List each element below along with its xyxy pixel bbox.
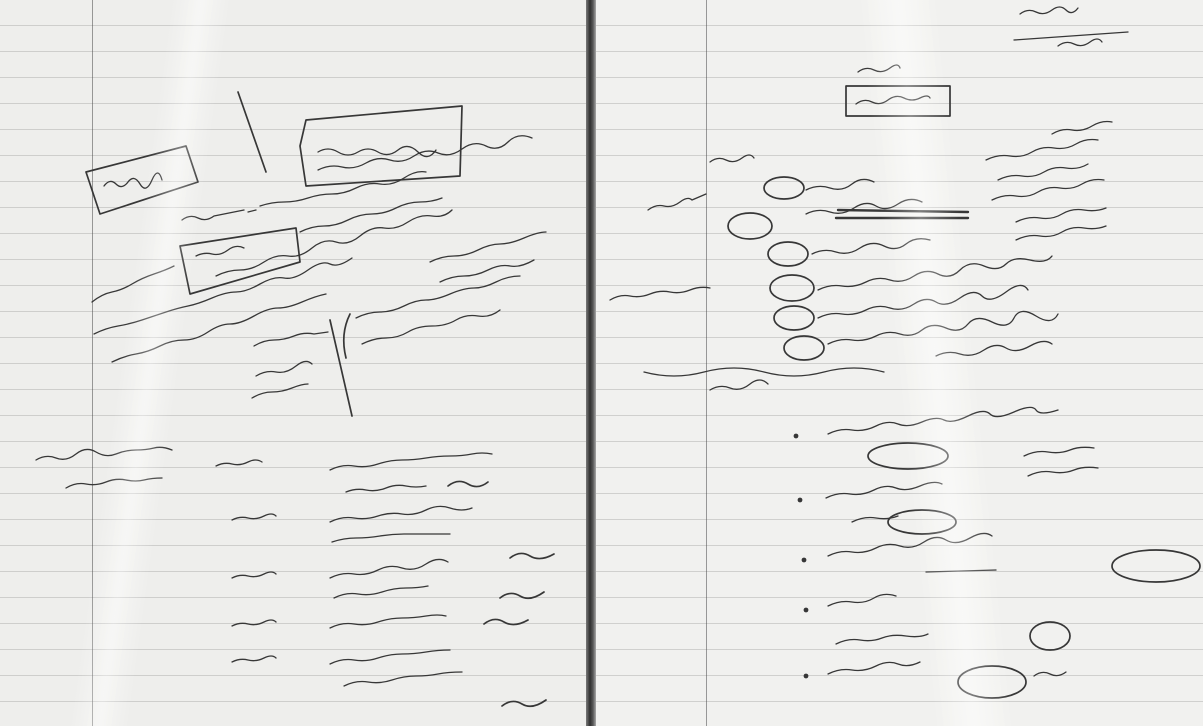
boxed-label-left: [180, 228, 300, 294]
boxed-title-left: [86, 146, 198, 214]
circled-phrase-3: [1112, 550, 1200, 582]
boxed-heading-left: [300, 106, 462, 186]
notebook-binding: [586, 0, 596, 726]
left-page-handwriting: [0, 0, 588, 726]
circled-item-1: [764, 177, 804, 199]
right-page-handwriting: [596, 0, 1203, 726]
circled-item-4: [770, 275, 814, 301]
circled-phrase-2: [888, 510, 956, 534]
circled-phrase-1: [868, 443, 948, 469]
right-notebook-page: [596, 0, 1203, 726]
left-notebook-page: [0, 0, 588, 726]
circled-item-5: [774, 306, 814, 330]
circled-phrase-4: [1030, 622, 1070, 650]
circled-item-2: [728, 213, 772, 239]
circled-item-6: [784, 336, 824, 360]
circled-phrase-5: [958, 666, 1026, 698]
circled-item-3: [768, 242, 808, 266]
